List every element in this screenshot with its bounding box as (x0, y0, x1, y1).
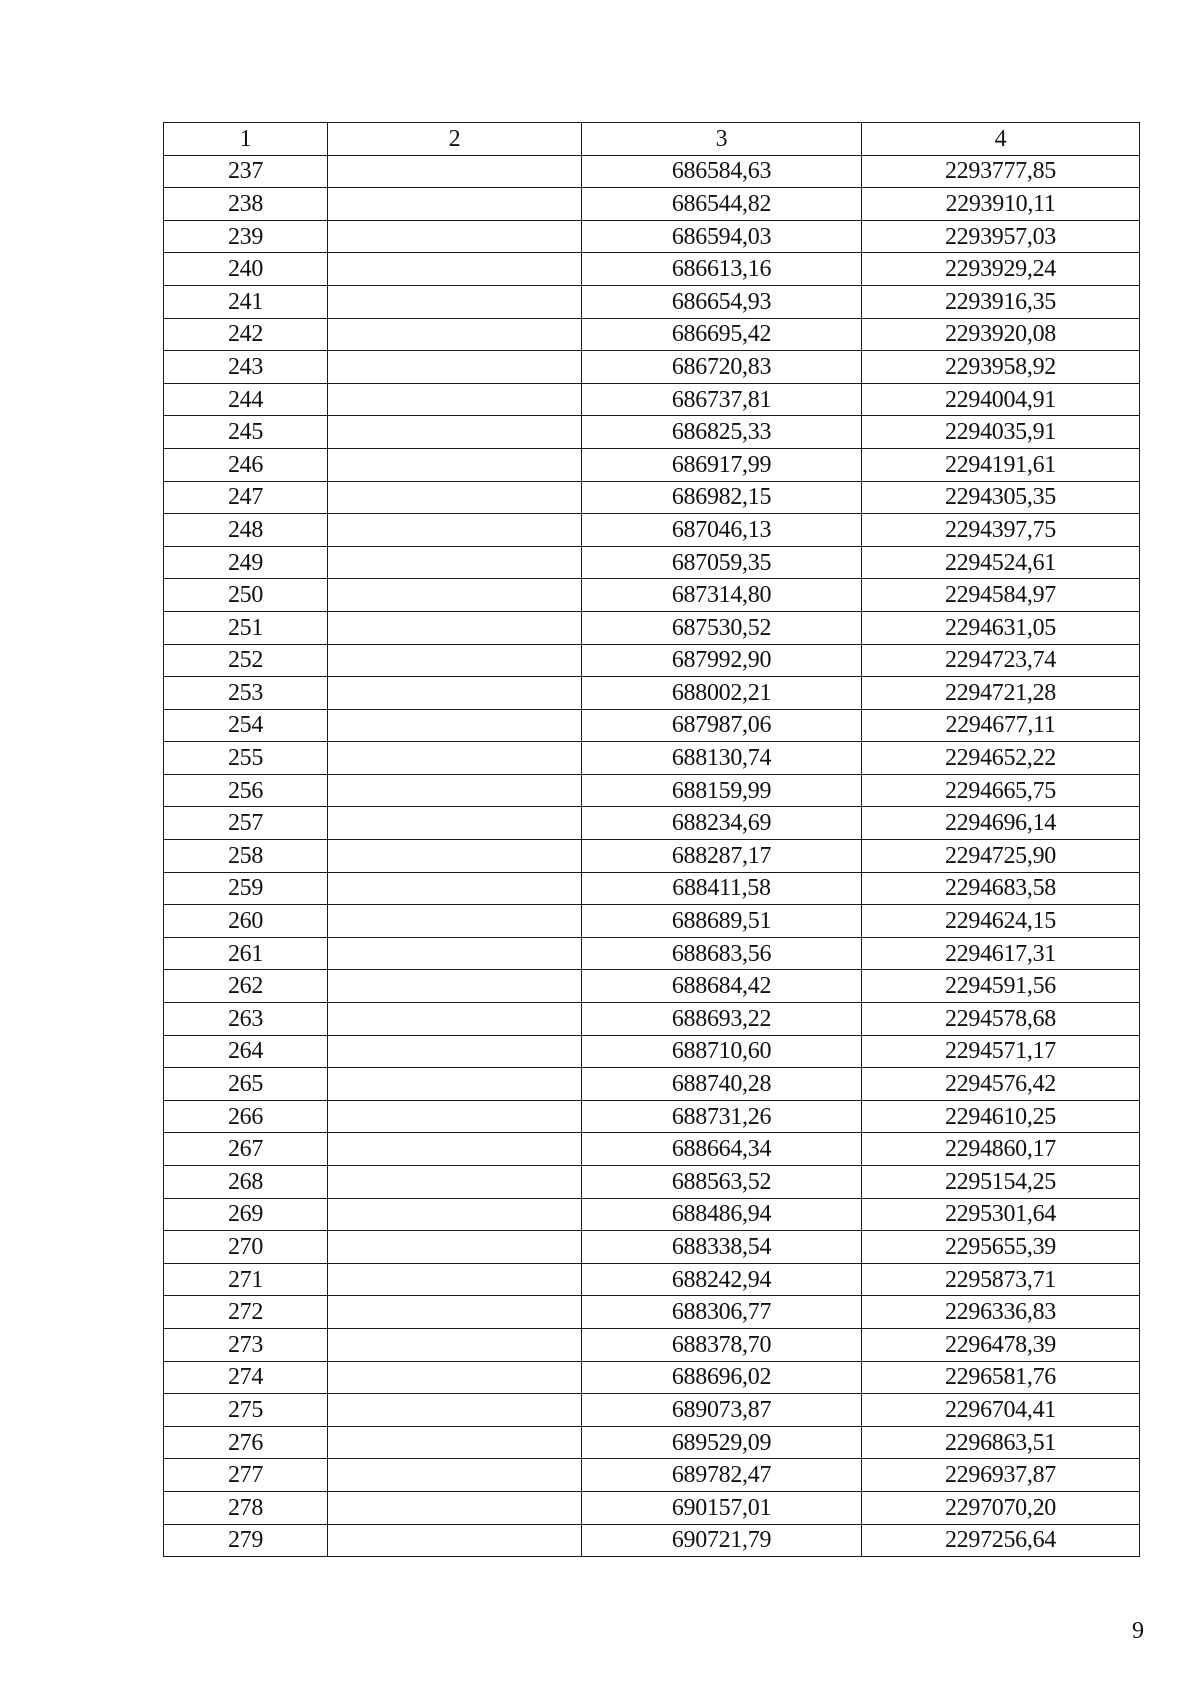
point-number-cell: 265 (164, 1068, 328, 1101)
table-row (164, 546, 1140, 579)
table-row (164, 1361, 1140, 1394)
description-cell (328, 1328, 582, 1361)
table-row (164, 807, 1140, 840)
table-row (164, 774, 1140, 807)
table-row (164, 1003, 1140, 1036)
table-body (164, 155, 1140, 1557)
point-number-cell: 258 (164, 840, 328, 873)
description-cell (328, 188, 582, 221)
y-coordinate-cell: 2294652,22 (862, 742, 1140, 775)
table-row (164, 383, 1140, 416)
x-coordinate-cell: 688486,94 (582, 1198, 862, 1231)
y-coordinate-cell: 2294723,74 (862, 644, 1140, 677)
y-coordinate-cell: 2296336,83 (862, 1296, 1140, 1329)
table-row (164, 285, 1140, 318)
table-row (164, 872, 1140, 905)
y-coordinate-cell: 2294571,17 (862, 1035, 1140, 1068)
y-coordinate-cell: 2294524,61 (862, 546, 1140, 579)
x-coordinate-cell: 688731,26 (582, 1100, 862, 1133)
description-cell (328, 481, 582, 514)
description-cell (328, 1133, 582, 1166)
x-coordinate-cell: 689529,09 (582, 1426, 862, 1459)
description-cell (328, 644, 582, 677)
table-row (164, 970, 1140, 1003)
point-number-cell: 237 (164, 155, 328, 188)
table-row (164, 188, 1140, 221)
description-cell (328, 611, 582, 644)
x-coordinate-cell: 687987,06 (582, 709, 862, 742)
point-number-cell: 279 (164, 1524, 328, 1557)
x-coordinate-cell: 686654,93 (582, 285, 862, 318)
description-cell (328, 351, 582, 384)
column-header-4: 4 (862, 123, 1140, 156)
description-cell (328, 1198, 582, 1231)
column-header-2: 2 (328, 123, 582, 156)
x-coordinate-cell: 688740,28 (582, 1068, 862, 1101)
point-number-cell: 267 (164, 1133, 328, 1166)
description-cell (328, 514, 582, 547)
x-coordinate-cell: 688287,17 (582, 840, 862, 873)
point-number-cell: 247 (164, 481, 328, 514)
description-cell (328, 970, 582, 1003)
point-number-cell: 271 (164, 1263, 328, 1296)
y-coordinate-cell: 2294584,97 (862, 579, 1140, 612)
y-coordinate-cell: 2293910,11 (862, 188, 1140, 221)
point-number-cell: 275 (164, 1394, 328, 1427)
x-coordinate-cell: 688710,60 (582, 1035, 862, 1068)
y-coordinate-cell: 2293916,35 (862, 285, 1140, 318)
point-number-cell: 238 (164, 188, 328, 221)
table-row (164, 1394, 1140, 1427)
point-number-cell: 260 (164, 905, 328, 938)
x-coordinate-cell: 690721,79 (582, 1524, 862, 1557)
y-coordinate-cell: 2294725,90 (862, 840, 1140, 873)
table-row (164, 1100, 1140, 1133)
point-number-cell: 246 (164, 448, 328, 481)
description-cell (328, 1035, 582, 1068)
point-number-cell: 242 (164, 318, 328, 351)
point-number-cell: 240 (164, 253, 328, 286)
table-row (164, 1068, 1140, 1101)
x-coordinate-cell: 688002,21 (582, 677, 862, 710)
point-number-cell: 268 (164, 1166, 328, 1199)
y-coordinate-cell: 2294617,31 (862, 937, 1140, 970)
y-coordinate-cell: 2296863,51 (862, 1426, 1140, 1459)
x-coordinate-cell: 688338,54 (582, 1231, 862, 1264)
description-cell (328, 383, 582, 416)
y-coordinate-cell: 2293920,08 (862, 318, 1140, 351)
point-number-cell: 252 (164, 644, 328, 677)
table-row (164, 253, 1140, 286)
description-cell (328, 1166, 582, 1199)
y-coordinate-cell: 2296581,76 (862, 1361, 1140, 1394)
x-coordinate-cell: 687992,90 (582, 644, 862, 677)
x-coordinate-cell: 686584,63 (582, 155, 862, 188)
table-row (164, 1133, 1140, 1166)
y-coordinate-cell: 2297070,20 (862, 1491, 1140, 1524)
column-header-3: 3 (582, 123, 862, 156)
page-number: 9 (1132, 1618, 1144, 1644)
table-row (164, 1296, 1140, 1329)
description-cell (328, 579, 582, 612)
point-number-cell: 244 (164, 383, 328, 416)
description-cell (328, 807, 582, 840)
point-number-cell: 259 (164, 872, 328, 905)
y-coordinate-cell: 2294610,25 (862, 1100, 1140, 1133)
description-cell (328, 677, 582, 710)
table-row (164, 840, 1140, 873)
x-coordinate-cell: 688411,58 (582, 872, 862, 905)
y-coordinate-cell: 2297256,64 (862, 1524, 1140, 1557)
description-cell (328, 1003, 582, 1036)
table-row (164, 1198, 1140, 1231)
point-number-cell: 270 (164, 1231, 328, 1264)
x-coordinate-cell: 688130,74 (582, 742, 862, 775)
description-cell (328, 709, 582, 742)
description-cell (328, 905, 582, 938)
table-row (164, 1491, 1140, 1524)
table-row (164, 1263, 1140, 1296)
x-coordinate-cell: 688693,22 (582, 1003, 862, 1036)
description-cell (328, 872, 582, 905)
y-coordinate-cell: 2293957,03 (862, 220, 1140, 253)
point-number-cell: 243 (164, 351, 328, 384)
description-cell (328, 1100, 582, 1133)
y-coordinate-cell: 2294683,58 (862, 872, 1140, 905)
point-number-cell: 239 (164, 220, 328, 253)
point-number-cell: 248 (164, 514, 328, 547)
point-number-cell: 241 (164, 285, 328, 318)
description-cell (328, 416, 582, 449)
y-coordinate-cell: 2294035,91 (862, 416, 1140, 449)
x-coordinate-cell: 688664,34 (582, 1133, 862, 1166)
x-coordinate-cell: 687530,52 (582, 611, 862, 644)
point-number-cell: 254 (164, 709, 328, 742)
table-row (164, 1231, 1140, 1264)
table-row (164, 1035, 1140, 1068)
table-row (164, 318, 1140, 351)
x-coordinate-cell: 687059,35 (582, 546, 862, 579)
column-header-1: 1 (164, 123, 328, 156)
point-number-cell: 263 (164, 1003, 328, 1036)
point-number-cell: 249 (164, 546, 328, 579)
description-cell (328, 1524, 582, 1557)
table-row (164, 351, 1140, 384)
table-row (164, 1426, 1140, 1459)
x-coordinate-cell: 686594,03 (582, 220, 862, 253)
x-coordinate-cell: 686917,99 (582, 448, 862, 481)
description-cell (328, 1068, 582, 1101)
x-coordinate-cell: 688242,94 (582, 1263, 862, 1296)
y-coordinate-cell: 2294004,91 (862, 383, 1140, 416)
point-number-cell: 262 (164, 970, 328, 1003)
table-row (164, 742, 1140, 775)
description-cell (328, 1459, 582, 1492)
point-number-cell: 274 (164, 1361, 328, 1394)
y-coordinate-cell: 2294591,56 (862, 970, 1140, 1003)
y-coordinate-cell: 2295301,64 (862, 1198, 1140, 1231)
x-coordinate-cell: 690157,01 (582, 1491, 862, 1524)
x-coordinate-cell: 687046,13 (582, 514, 862, 547)
x-coordinate-cell: 688683,56 (582, 937, 862, 970)
x-coordinate-cell: 686737,81 (582, 383, 862, 416)
x-coordinate-cell: 688306,77 (582, 1296, 862, 1329)
table-row (164, 644, 1140, 677)
point-number-cell: 245 (164, 416, 328, 449)
description-cell (328, 1231, 582, 1264)
table-row (164, 448, 1140, 481)
table-row (164, 416, 1140, 449)
x-coordinate-cell: 688696,02 (582, 1361, 862, 1394)
y-coordinate-cell: 2294860,17 (862, 1133, 1140, 1166)
point-number-cell: 276 (164, 1426, 328, 1459)
y-coordinate-cell: 2296478,39 (862, 1328, 1140, 1361)
table-row (164, 579, 1140, 612)
x-coordinate-cell: 686544,82 (582, 188, 862, 221)
table-row (164, 709, 1140, 742)
point-number-cell: 277 (164, 1459, 328, 1492)
x-coordinate-cell: 688378,70 (582, 1328, 862, 1361)
y-coordinate-cell: 2294665,75 (862, 774, 1140, 807)
description-cell (328, 220, 582, 253)
y-coordinate-cell: 2295655,39 (862, 1231, 1140, 1264)
y-coordinate-cell: 2295154,25 (862, 1166, 1140, 1199)
y-coordinate-cell: 2294677,11 (862, 709, 1140, 742)
table-row (164, 1328, 1140, 1361)
table-row (164, 677, 1140, 710)
x-coordinate-cell: 686695,42 (582, 318, 862, 351)
y-coordinate-cell: 2294191,61 (862, 448, 1140, 481)
table-row (164, 220, 1140, 253)
description-cell (328, 1361, 582, 1394)
y-coordinate-cell: 2293929,24 (862, 253, 1140, 286)
y-coordinate-cell: 2294721,28 (862, 677, 1140, 710)
description-cell (328, 285, 582, 318)
point-number-cell: 273 (164, 1328, 328, 1361)
x-coordinate-cell: 686720,83 (582, 351, 862, 384)
coordinates-table (163, 122, 1140, 1557)
x-coordinate-cell: 689782,47 (582, 1459, 862, 1492)
table-row (164, 1524, 1140, 1557)
x-coordinate-cell: 688684,42 (582, 970, 862, 1003)
table-row (164, 1166, 1140, 1199)
y-coordinate-cell: 2294305,35 (862, 481, 1140, 514)
y-coordinate-cell: 2296704,41 (862, 1394, 1140, 1427)
x-coordinate-cell: 688563,52 (582, 1166, 862, 1199)
y-coordinate-cell: 2294578,68 (862, 1003, 1140, 1036)
point-number-cell: 255 (164, 742, 328, 775)
point-number-cell: 253 (164, 677, 328, 710)
x-coordinate-cell: 686982,15 (582, 481, 862, 514)
point-number-cell: 251 (164, 611, 328, 644)
description-cell (328, 840, 582, 873)
table-row (164, 611, 1140, 644)
table-row (164, 155, 1140, 188)
point-number-cell: 257 (164, 807, 328, 840)
x-coordinate-cell: 688234,69 (582, 807, 862, 840)
point-number-cell: 272 (164, 1296, 328, 1329)
description-cell (328, 1394, 582, 1427)
x-coordinate-cell: 686825,33 (582, 416, 862, 449)
description-cell (328, 1296, 582, 1329)
y-coordinate-cell: 2294624,15 (862, 905, 1140, 938)
y-coordinate-cell: 2294397,75 (862, 514, 1140, 547)
table-row (164, 1459, 1140, 1492)
y-coordinate-cell: 2294631,05 (862, 611, 1140, 644)
description-cell (328, 742, 582, 775)
point-number-cell: 266 (164, 1100, 328, 1133)
point-number-cell: 278 (164, 1491, 328, 1524)
x-coordinate-cell: 686613,16 (582, 253, 862, 286)
description-cell (328, 937, 582, 970)
table-row (164, 905, 1140, 938)
description-cell (328, 318, 582, 351)
y-coordinate-cell: 2294696,14 (862, 807, 1140, 840)
x-coordinate-cell: 687314,80 (582, 579, 862, 612)
point-number-cell: 264 (164, 1035, 328, 1068)
point-number-cell: 250 (164, 579, 328, 612)
y-coordinate-cell: 2294576,42 (862, 1068, 1140, 1101)
description-cell (328, 448, 582, 481)
description-cell (328, 774, 582, 807)
description-cell (328, 546, 582, 579)
y-coordinate-cell: 2293958,92 (862, 351, 1140, 384)
table-row (164, 514, 1140, 547)
point-number-cell: 269 (164, 1198, 328, 1231)
point-number-cell: 256 (164, 774, 328, 807)
description-cell (328, 253, 582, 286)
y-coordinate-cell: 2295873,71 (862, 1263, 1140, 1296)
description-cell (328, 1426, 582, 1459)
description-cell (328, 1491, 582, 1524)
table-header-row (164, 123, 1140, 156)
x-coordinate-cell: 688689,51 (582, 905, 862, 938)
description-cell (328, 155, 582, 188)
table-row (164, 481, 1140, 514)
point-number-cell: 261 (164, 937, 328, 970)
x-coordinate-cell: 689073,87 (582, 1394, 862, 1427)
y-coordinate-cell: 2293777,85 (862, 155, 1140, 188)
x-coordinate-cell: 688159,99 (582, 774, 862, 807)
description-cell (328, 1263, 582, 1296)
y-coordinate-cell: 2296937,87 (862, 1459, 1140, 1492)
table-row (164, 937, 1140, 970)
